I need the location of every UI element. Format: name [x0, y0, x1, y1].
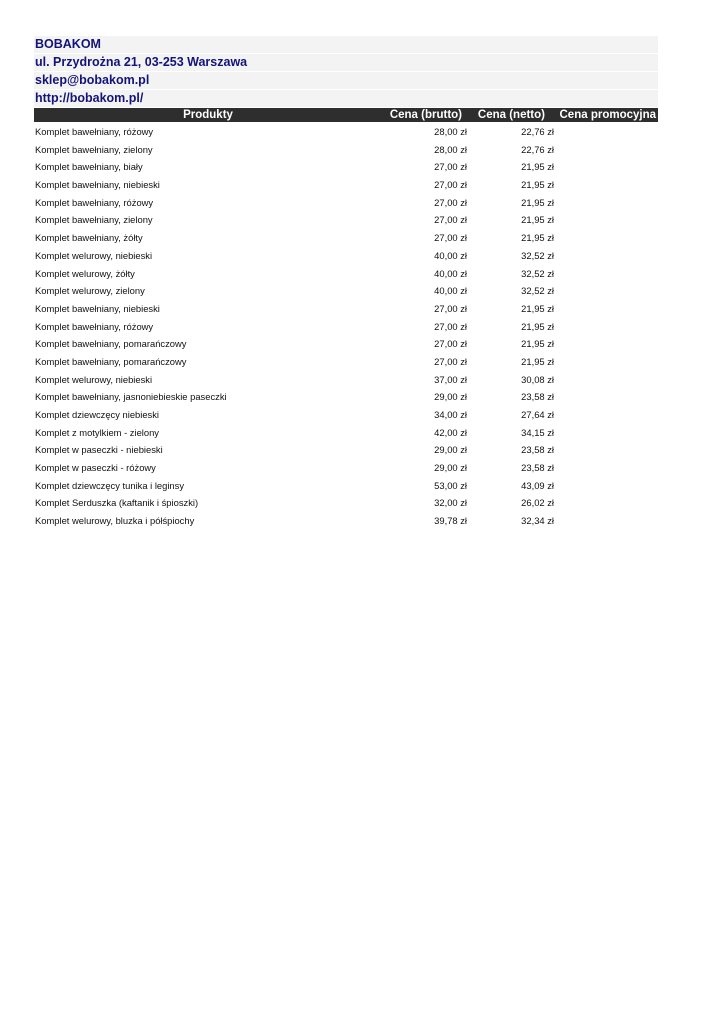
- price-gross: 27,00 zł: [434, 214, 467, 226]
- product-name: Komplet dziewczęcy tunika i leginsy: [35, 479, 185, 491]
- price-net: 30,08 zł: [521, 373, 554, 385]
- price-gross: 40,00 zł: [434, 249, 467, 261]
- table-row: [34, 265, 658, 283]
- price-net: 21,95 zł: [521, 338, 554, 350]
- price-list-document: [34, 36, 658, 530]
- price-net: 27,64 zł: [521, 409, 554, 420]
- price-net: 43,09 zł: [521, 479, 554, 491]
- product-name: Komplet bawełniany, zielony: [35, 214, 153, 226]
- price-net: 21,95 zł: [521, 302, 554, 314]
- price-gross: 27,00 zł: [434, 179, 467, 191]
- price-net: 32,52 zł: [521, 285, 554, 297]
- product-name: Komplet bawełniany, różowy: [35, 126, 154, 137]
- price-gross: 27,00 zł: [434, 196, 467, 208]
- price-net: 22,76 zł: [521, 143, 554, 155]
- table-row: [34, 176, 658, 194]
- price-gross: 29,00 zł: [434, 444, 467, 456]
- table-row: [34, 158, 658, 176]
- header-price-net: Cena (netto): [477, 109, 545, 121]
- table-row: [34, 353, 658, 371]
- table-row: [34, 477, 658, 495]
- table-row: [34, 512, 658, 530]
- header-price-gross: Cena (brutto): [389, 109, 462, 121]
- table-row: [34, 388, 658, 406]
- company-address: ul. Przydrożna 21, 03-253 Warszawa: [34, 54, 658, 71]
- table-row: [34, 211, 658, 229]
- product-name: Komplet bawełniany, różowy: [35, 320, 154, 332]
- price-gross: 27,00 zł: [434, 355, 467, 367]
- price-gross: 29,00 zł: [434, 462, 467, 474]
- price-net: 32,52 zł: [521, 267, 554, 279]
- header-products: Produkty: [183, 109, 233, 121]
- price-net: 26,02 zł: [521, 497, 554, 509]
- price-gross: 28,00 zł: [434, 126, 467, 137]
- product-name: Komplet bawełniany, różowy: [35, 196, 154, 208]
- product-name: Komplet welurowy, niebieski: [35, 373, 153, 385]
- price-gross: 42,00 zł: [434, 426, 467, 438]
- company-website: http://bobakom.pl/: [34, 90, 658, 107]
- product-name: Komplet welurowy, zielony: [35, 285, 145, 297]
- price-gross: 27,00 zł: [434, 161, 467, 173]
- price-gross: 53,00 zł: [434, 479, 467, 491]
- company-name: BOBAKOM: [34, 36, 658, 53]
- product-name: Komplet bawełniany, pomarańczowy: [35, 355, 187, 367]
- price-gross: 32,00 zł: [434, 497, 467, 509]
- table-row: [34, 424, 658, 442]
- price-net: 32,52 zł: [521, 249, 554, 261]
- price-net: 22,76 zł: [521, 126, 554, 137]
- table-row: [34, 123, 658, 141]
- price-gross: 27,00 zł: [434, 302, 467, 314]
- table-row: [34, 459, 658, 477]
- product-name: Komplet dziewczęcy niebieski: [35, 409, 160, 420]
- product-name: Komplet bawełniany, niebieski: [35, 179, 160, 191]
- product-name: Komplet bawełniany, biały: [35, 161, 143, 173]
- table-row: [34, 194, 658, 212]
- product-name: Komplet welurowy, niebieski: [35, 249, 153, 261]
- price-net: 23,58 zł: [521, 444, 554, 456]
- table-row: [34, 494, 658, 512]
- table-row: [34, 300, 658, 318]
- product-name: Komplet bawełniany, żółty: [35, 232, 143, 244]
- header-price-promo: Cena promocyjna: [559, 109, 656, 121]
- table-row: [34, 318, 658, 336]
- price-net: 34,15 zł: [521, 426, 554, 438]
- price-gross: 27,00 zł: [434, 338, 467, 350]
- table-row: [34, 141, 658, 159]
- product-name: Komplet w paseczki - różowy: [35, 462, 156, 474]
- product-name: Komplet welurowy, bluzka i półśpiochy: [35, 515, 195, 527]
- product-rows: [34, 123, 658, 530]
- table-row: [34, 335, 658, 353]
- price-gross: 29,00 zł: [434, 391, 467, 403]
- price-gross: 27,00 zł: [434, 232, 467, 244]
- table-header: [34, 108, 658, 122]
- price-net: 21,95 zł: [521, 232, 554, 244]
- price-net: 23,58 zł: [521, 462, 554, 474]
- price-net: 21,95 zł: [521, 161, 554, 173]
- price-net: 32,34 zł: [521, 515, 554, 527]
- table-row: [34, 282, 658, 300]
- product-name: Komplet bawełniany, pomarańczowy: [35, 338, 187, 350]
- product-name: Komplet bawełniany, zielony: [35, 143, 153, 155]
- price-net: 21,95 zł: [521, 355, 554, 367]
- price-gross: 40,00 zł: [434, 285, 467, 297]
- price-net: 23,58 zł: [521, 391, 554, 403]
- product-name: Komplet z motylkiem - zielony: [35, 426, 159, 438]
- price-net: 21,95 zł: [521, 214, 554, 226]
- table-row: [34, 229, 658, 247]
- table-row: [34, 371, 658, 389]
- product-name: Komplet bawełniany, jasnoniebieskie paseczki: [35, 391, 227, 403]
- price-net: 21,95 zł: [521, 179, 554, 191]
- price-gross: 40,00 zł: [434, 267, 467, 279]
- price-net: 21,95 zł: [521, 320, 554, 332]
- price-gross: 28,00 zł: [434, 143, 467, 155]
- product-name: Komplet bawełniany, niebieski: [35, 302, 160, 314]
- price-gross: 39,78 zł: [434, 515, 467, 527]
- company-email: sklep@bobakom.pl: [34, 72, 658, 89]
- price-net: 21,95 zł: [521, 196, 554, 208]
- price-gross: 37,00 zł: [434, 373, 467, 385]
- price-gross: 27,00 zł: [434, 320, 467, 332]
- product-name: Komplet w paseczki - niebieski: [35, 444, 163, 456]
- table-row: [34, 441, 658, 459]
- price-gross: 34,00 zł: [434, 409, 467, 420]
- table-row: [34, 406, 658, 424]
- product-name: Komplet welurowy, żółty: [35, 267, 135, 279]
- table-row: [34, 247, 658, 265]
- product-name: Komplet Serduszka (kaftanik i śpioszki): [35, 497, 199, 509]
